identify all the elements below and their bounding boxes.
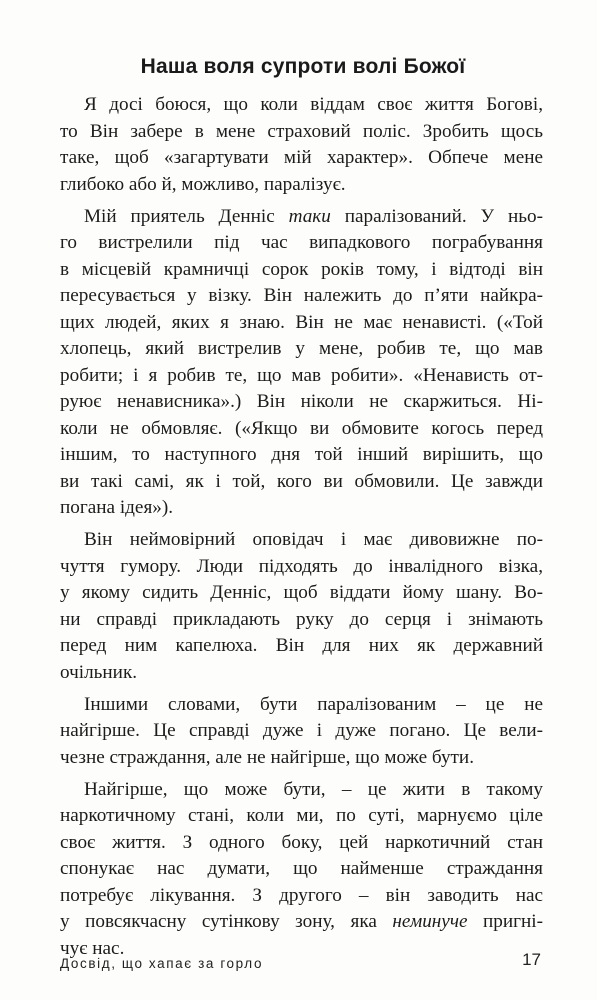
text-segment: чуття гумору. Люди підходять до інвалідного візка, — [60, 555, 543, 577]
text-line — [60, 336, 543, 363]
text-line — [60, 389, 543, 416]
text-line — [60, 416, 543, 443]
chapter-heading: Наша воля супроти волі Божої — [140, 55, 466, 78]
text-segment: в місцевій крамничці сорок років тому, і відтоді він — [60, 258, 543, 280]
text-segment: пригні- — [467, 911, 544, 932]
text-segment: паралізований. У ньо- — [330, 205, 543, 227]
text-segment: щих людей, яких я знаю. Він не має ненависті. («Той — [60, 311, 543, 333]
text-segment: таке, щоб «загартувати мій характер». Обпече мене — [60, 147, 543, 168]
text-segment: очільник. — [60, 661, 138, 683]
text-segment: іншим, то наступного дня той інший вирішить, що — [60, 444, 543, 465]
text-segment: то Він забере в мене страховий поліс. Зробить щось — [60, 120, 543, 142]
text-line — [60, 660, 543, 687]
text-line — [60, 909, 543, 936]
text-segment: робити; і я робив те, що мав робити». «Ненависть от- — [60, 364, 543, 386]
paragraph — [60, 777, 543, 963]
text-line — [60, 119, 543, 146]
text-segment: го вистрелили під час випадкового пограбування — [60, 232, 543, 253]
text-line — [60, 310, 543, 337]
text-line — [60, 442, 543, 469]
italic-text: таки — [288, 205, 331, 227]
text-line — [60, 469, 543, 496]
text-segment: Іншими словами, бути паралізованим – це не — [84, 693, 543, 715]
paragraph — [60, 92, 543, 198]
text-line — [60, 527, 543, 554]
text-segment: наркотичному стані, коли ми, по суті, марнуємо ціле — [60, 805, 543, 826]
text-line — [60, 204, 543, 231]
text-segment: погана ідея»). — [60, 497, 174, 518]
text-line — [60, 883, 543, 910]
italic-text: неминуче — [392, 911, 468, 932]
text-segment: найгірше. Це справді дуже і дуже погано. Це вели- — [60, 720, 543, 741]
text-segment: Я досі боюся, що коли віддам своє життя Богові, — [84, 94, 543, 115]
text-segment: Він неймовірний оповідач і має дивовижне по- — [84, 529, 543, 550]
paragraph — [60, 527, 543, 686]
text-segment: хлопець, який вистрелив у мене, робив те, що мав — [60, 338, 543, 359]
text-line — [60, 92, 543, 119]
text-line — [60, 495, 543, 522]
text-line — [60, 607, 543, 634]
text-segment: у якому сидить Денніс, щоб віддати йому шану. Во- — [60, 582, 543, 603]
text-line — [60, 777, 543, 804]
text-line — [60, 633, 543, 660]
text-segment: своє життя. З одного боку, цей наркотичний стан — [60, 831, 543, 853]
text-segment: коли не обмовляє. («Якщо ви обмовите когось перед — [60, 417, 543, 439]
text-segment: чезне страждання, але не найгірше, що може бути. — [60, 746, 475, 768]
text-segment: Найгірше, що може бути, – це жити в такому — [84, 778, 543, 800]
text-segment: пересувається у візку. Він належить до п’яти найкра- — [60, 285, 543, 306]
body-text — [60, 92, 543, 968]
paragraph — [60, 204, 543, 522]
paragraph — [60, 692, 543, 772]
text-segment: глибоко або й, можливо, паралізує. — [60, 173, 346, 195]
page-number: 17 — [522, 950, 541, 969]
text-segment: потребує лікування. З другого – він заводить нас — [60, 884, 543, 906]
text-line — [60, 554, 543, 581]
text-segment: перед ним капелюха. Він для них як державний — [60, 635, 543, 656]
text-segment: ви такі самі, як і той, кого ви обмовили. Це завжди — [60, 470, 543, 492]
text-segment: ни справді прикладають руку до серця і знімають — [60, 608, 543, 630]
text-segment: у повсякчасну сутінкову зону, яка — [60, 911, 393, 932]
text-line — [60, 745, 543, 772]
text-line — [60, 145, 543, 172]
text-segment: чує нас. — [60, 937, 125, 959]
text-segment: руює ненависника».) Він ніколи не скаржиться. Ні- — [60, 391, 543, 412]
text-line — [60, 230, 543, 257]
text-segment: спонукає нас думати, що найменше страждання — [60, 858, 543, 879]
text-line — [60, 580, 543, 607]
running-title: Досвід, що хапає за горло — [60, 956, 264, 971]
text-line — [60, 692, 543, 719]
text-segment: Мій приятель Денніс — [84, 205, 289, 227]
text-line — [60, 283, 543, 310]
text-line — [60, 363, 543, 390]
text-line — [60, 803, 543, 830]
text-line — [60, 257, 543, 284]
text-line — [60, 856, 543, 883]
text-line — [60, 718, 543, 745]
text-line — [60, 172, 543, 199]
text-line — [60, 830, 543, 857]
